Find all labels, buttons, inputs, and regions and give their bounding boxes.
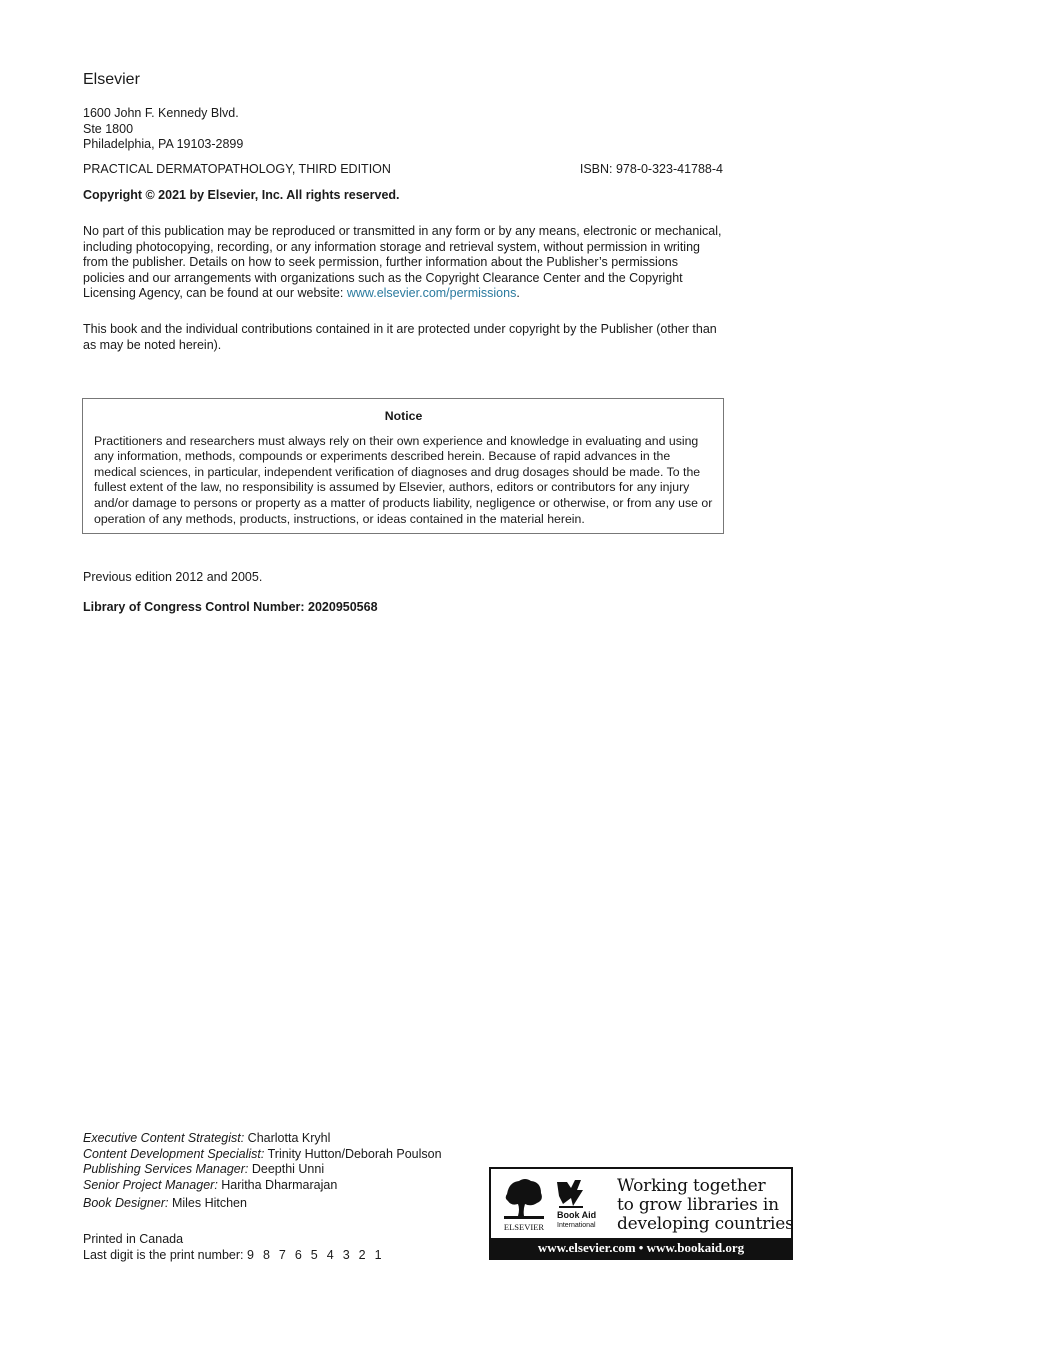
notice-title: Notice [384, 409, 423, 423]
book-aid-urls[interactable]: www.elsevier.com • www.bookaid.org [491, 1238, 791, 1258]
credit-label: Senior Project Manager: [83, 1177, 218, 1192]
title-isbn-row [83, 162, 723, 176]
permissions-paragraph [83, 224, 723, 302]
slogan-line: to grow libraries in [617, 1195, 779, 1215]
book-aid-top [491, 1169, 794, 1241]
credit-label: Publishing Services Manager: [83, 1162, 249, 1177]
print-digits [247, 1248, 391, 1262]
credit-label: Book Designer: [83, 1196, 169, 1211]
permissions-text: No part of this publication may be reproduced or transmitted in any form or by any means, electronic or mechanical, including photocopying, recording, or any information storage and retrieval system, without permission in writing from the publisher. Details on how to seek permission, further information about the Publisher’s permissions policies and our arrangements with organizations such as the Copyright Clearance Center and the Copyright Licensing Agency, can be found at our website: [83, 224, 722, 301]
elsevier-tree-icon [504, 1178, 544, 1232]
book-aid-logos-icon [501, 1176, 613, 1234]
book-aid-logo-text: Book Aid [557, 1210, 597, 1220]
print-digit: 2 [358, 1247, 366, 1262]
address-line: Philadelphia, PA 19103-2899 [83, 137, 244, 151]
print-digit: 1 [374, 1247, 382, 1262]
credit-name: Deepthi Unni [248, 1162, 325, 1177]
notice-body: Practitioners and researchers must always rely on their own experience and knowledge in evaluating and using any information, methods, compounds or experiments described herein. Because of rapid advances in the medical sciences, in particular, independent verification of diagnoses and drug dosages should be made. To the fullest extent of the law, no responsibility is assumed by Elsevier, authors, editors or contributors for any injury and/or damage to persons or property as a matter of products liability, negligence or otherwise, or from any use or operation of any methods, products, instructions, or ideas contained in the material herein. [94, 433, 713, 526]
credit-name: Trinity Hutton/Deborah Poulson [264, 1146, 442, 1161]
permissions-end: . [516, 286, 520, 301]
credit-row [83, 1196, 442, 1212]
lccn: Library of Congress Control Number: 2020950568 [83, 600, 378, 614]
credits-block [83, 1131, 442, 1212]
credit-label: Content Development Specialist: [83, 1146, 265, 1161]
print-number-row [83, 1248, 391, 1264]
print-digit: 9 [246, 1247, 254, 1262]
book-aid-icon [557, 1180, 596, 1229]
credit-row [83, 1131, 442, 1147]
book-aid-banner [489, 1167, 793, 1260]
print-digit: 8 [262, 1247, 270, 1262]
publisher-address [83, 106, 243, 153]
previous-edition: Previous edition 2012 and 2005. [83, 570, 263, 584]
print-digit: 4 [326, 1247, 334, 1262]
permissions-link[interactable]: www.elsevier.com/permissions [346, 286, 517, 301]
address-line: Ste 1800 [83, 121, 134, 136]
print-digit: 6 [294, 1247, 302, 1262]
elsevier-logo-text: ELSEVIER [503, 1222, 545, 1232]
credit-row [83, 1162, 442, 1178]
copyright-line: Copyright © 2021 by Elsevier, Inc. All rights reserved. [83, 188, 400, 202]
credit-label: Executive Content Strategist: [83, 1131, 245, 1145]
credit-row [83, 1147, 442, 1163]
slogan-line: Working together [617, 1176, 766, 1196]
book-aid-slogan [617, 1177, 794, 1234]
book-aid-intl-text: International [557, 1222, 596, 1229]
print-info [83, 1232, 391, 1263]
credit-name: Miles Hitchen [168, 1196, 247, 1211]
credit-name: Charlotta Kryhl [244, 1131, 331, 1145]
isbn: ISBN: 978-0-323-41788-4 [579, 162, 723, 176]
print-number-label: Last digit is the print number: [83, 1247, 244, 1262]
notice-box [82, 398, 724, 534]
book-title: PRACTICAL DERMATOPATHOLOGY, THIRD EDITION [83, 162, 391, 176]
print-digit: 7 [278, 1247, 286, 1262]
credit-row [83, 1178, 442, 1194]
printed-in: Printed in Canada [83, 1232, 184, 1246]
credit-name: Haritha Dharmarajan [217, 1177, 338, 1192]
print-digit: 3 [342, 1247, 350, 1262]
address-line: 1600 John F. Kennedy Blvd. [83, 106, 239, 120]
protection-paragraph: This book and the individual contributions contained in it are protected under copyright by the Publisher (other than as may be noted herein). [83, 322, 717, 352]
publisher-name: Elsevier [83, 71, 140, 88]
print-digit: 5 [310, 1247, 318, 1262]
slogan-line: developing countries [617, 1214, 794, 1234]
